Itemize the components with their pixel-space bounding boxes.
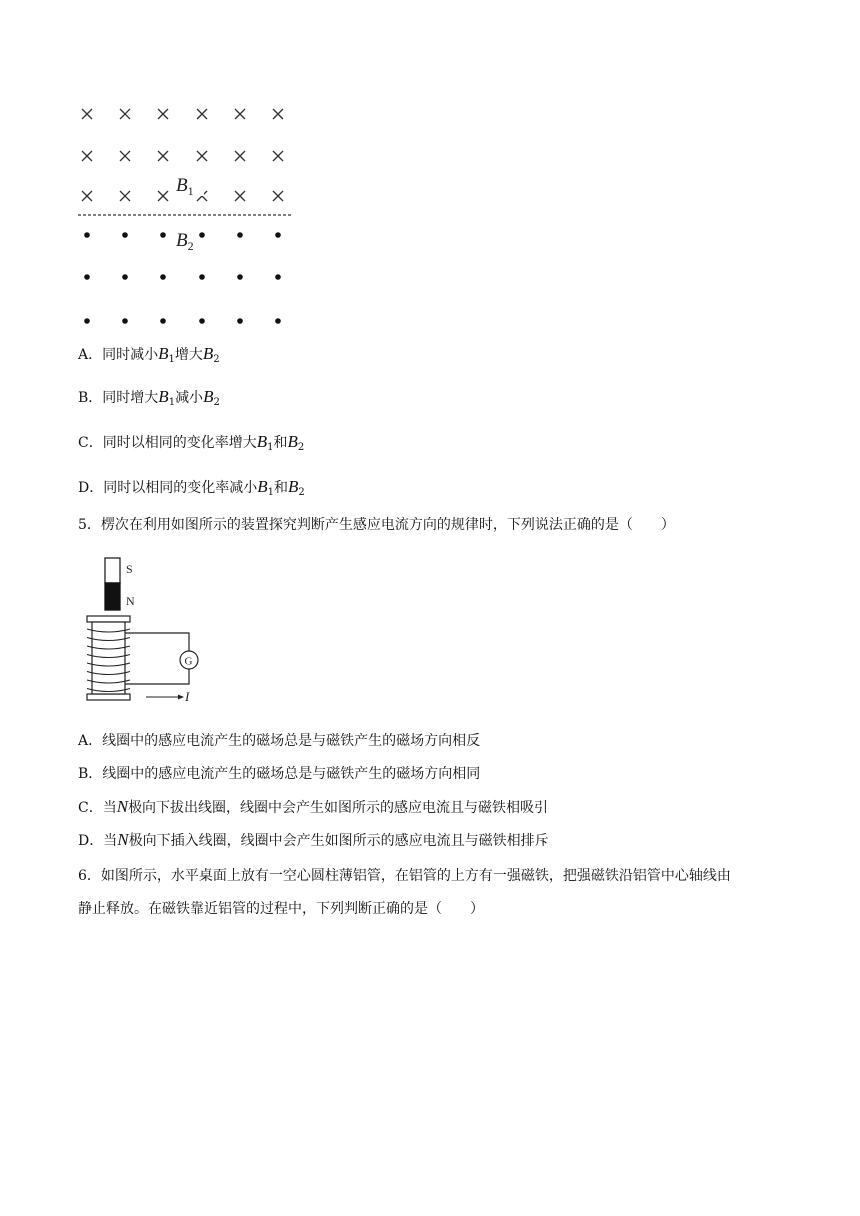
field-dot [237, 274, 243, 280]
field-dot [160, 318, 166, 324]
field-dot [199, 274, 205, 280]
field-dot [199, 318, 205, 324]
q5-option-d: D．当N极向下插入线圈，线圈中会产生如图所示的感应电流且与磁铁相排斥 [78, 830, 549, 849]
q5-option-c: C．当N极向下拔出线圈，线圈中会产生如图所示的感应电流且与磁铁相吸引 [78, 797, 549, 816]
b1-label: $B_1$ [176, 175, 194, 198]
current-label: I [185, 689, 190, 704]
field-dot [199, 232, 205, 238]
field-dot [84, 274, 90, 280]
s-pole-label: S [126, 562, 133, 576]
field-cross [197, 109, 207, 119]
b2-label: $B_2$ [176, 230, 194, 253]
field-cross [82, 109, 92, 119]
magnetic-field-figure [70, 96, 310, 336]
field-cross [158, 109, 168, 119]
field-dot [275, 318, 281, 324]
q4-option-c: C．同时以相同的变化率增大$B_1$和$B_2$ [78, 432, 305, 453]
field-cross [235, 191, 245, 201]
field-cross [158, 191, 168, 201]
magnet-s-pole [105, 558, 120, 583]
galvanometer-label: G [184, 655, 193, 668]
magnet-n-pole [105, 583, 120, 610]
n-pole-label: N [126, 594, 135, 608]
field-dot [122, 232, 128, 238]
q4-option-a: A．同时减小$B_1$增大$B_2$ [78, 344, 220, 365]
field-dot [160, 274, 166, 280]
q5-option-b: B．线圈中的感应电流产生的磁场总是与磁铁产生的磁场方向相同 [78, 766, 481, 782]
field-cross [235, 151, 245, 161]
circuit-wire [125, 633, 189, 651]
field-cross [197, 151, 207, 161]
field-dot [122, 274, 128, 280]
field-dot [275, 274, 281, 280]
field-dot [237, 318, 243, 324]
field-cross [82, 191, 92, 201]
field-dot [237, 232, 243, 238]
field-dot [122, 318, 128, 324]
q6-stem-line2: 静止释放。在磁铁靠近铝管的过程中，下列判断正确的是（ ） [78, 901, 484, 917]
field-cross [158, 151, 168, 161]
field-dot [84, 318, 90, 324]
field-dot [160, 232, 166, 238]
field-cross [120, 109, 130, 119]
field-dot [275, 232, 281, 238]
q4-option-b: B．同时增大$B_1$减小$B_2$ [78, 387, 220, 408]
field-cross [273, 109, 283, 119]
field-cross [273, 191, 283, 201]
field-cross [273, 151, 283, 161]
field-dot [84, 232, 90, 238]
q5-option-a: A．线圈中的感应电流产生的磁场总是与磁铁产生的磁场方向相反 [78, 733, 481, 749]
q5-stem: 5．楞次在利用如图所示的装置探究判断产生感应电流方向的规律时，下列说法正确的是（ ） [78, 517, 675, 533]
field-cross [120, 191, 130, 201]
field-cross [120, 151, 130, 161]
field-cross [82, 151, 92, 161]
q6-stem-line1: 6．如图所示，水平桌面上放有一空心圆柱薄铝管，在铝管的上方有一强磁铁，把强磁铁沿铝管中心轴线由 [78, 868, 731, 884]
coil-galvanometer-figure [78, 555, 208, 705]
q4-option-d: D．同时以相同的变化率减小$B_1$和$B_2$ [78, 477, 305, 498]
field-cross [235, 109, 245, 119]
